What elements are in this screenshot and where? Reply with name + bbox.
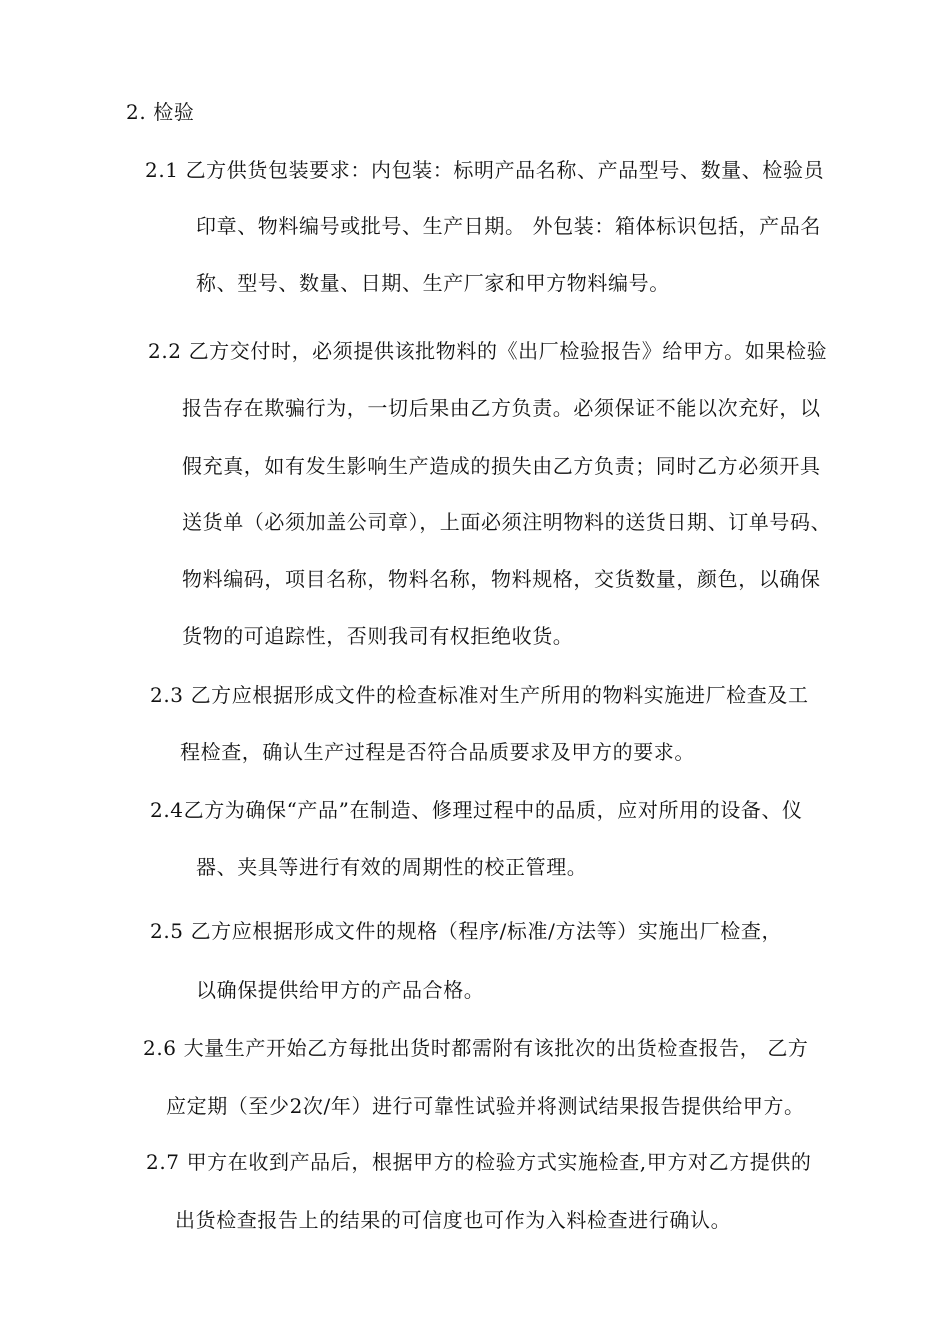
- text-line: 应定期（至少2次/年）进行可靠性试验并将测试结果报告提供给甲方。: [166, 1094, 805, 1118]
- text-line: 2.1 乙方供货包装要求：内包装：标明产品名称、产品型号、数量、检验员: [145, 158, 825, 182]
- text-line: 2.6 大量生产开始乙方每批出货时都需附有该批次的出货检查报告， 乙方: [143, 1036, 809, 1060]
- text-line: 2.5 乙方应根据形成文件的规格（程序/标准/方法等）实施出厂检查，: [150, 919, 783, 943]
- text-line: 假充真，如有发生影响生产造成的损失由乙方负责；同时乙方必须开具: [182, 454, 821, 478]
- text-line: 2.2 乙方交付时，必须提供该批物料的《出厂检验报告》给甲方。如果检验: [148, 339, 828, 363]
- text-line: 器、夹具等进行有效的周期性的校正管理。: [196, 855, 588, 879]
- text-line: 称、型号、数量、日期、生产厂家和甲方物料编号。: [196, 271, 670, 295]
- text-line: 物料编码，项目名称，物料名称，物料规格，交货数量，颜色，以确保: [182, 567, 821, 591]
- text-line: 货物的可追踪性，否则我司有权拒绝收货。: [182, 624, 574, 648]
- text-line: 程检查，确认生产过程是否符合品质要求及甲方的要求。: [180, 740, 695, 764]
- text-line: 以确保提供给甲方的产品合格。: [196, 978, 485, 1002]
- text-line: 印章、物料编号或批号、生产日期。 外包装：箱体标识包括，产品名: [196, 214, 821, 238]
- section-heading: 2. 检验: [126, 100, 195, 124]
- text-line: 报告存在欺骗行为，一切后果由乙方负责。必须保证不能以次充好，以: [182, 396, 821, 420]
- text-line: 出货检查报告上的结果的可信度也可作为入料检查进行确认。: [175, 1208, 732, 1232]
- text-line: 2.4乙方为确保“产品”在制造、修理过程中的品质，应对所用的设备、仪: [150, 798, 803, 822]
- text-line: 2.7 甲方在收到产品后，根据甲方的检验方式实施检查,甲方对乙方提供的: [146, 1150, 812, 1174]
- text-line: 送货单（必须加盖公司章），上面必须注明物料的送货日期、订单号码、: [182, 510, 832, 534]
- text-line: 2.3 乙方应根据形成文件的检查标准对生产所用的物料实施进厂检查及工: [150, 683, 809, 707]
